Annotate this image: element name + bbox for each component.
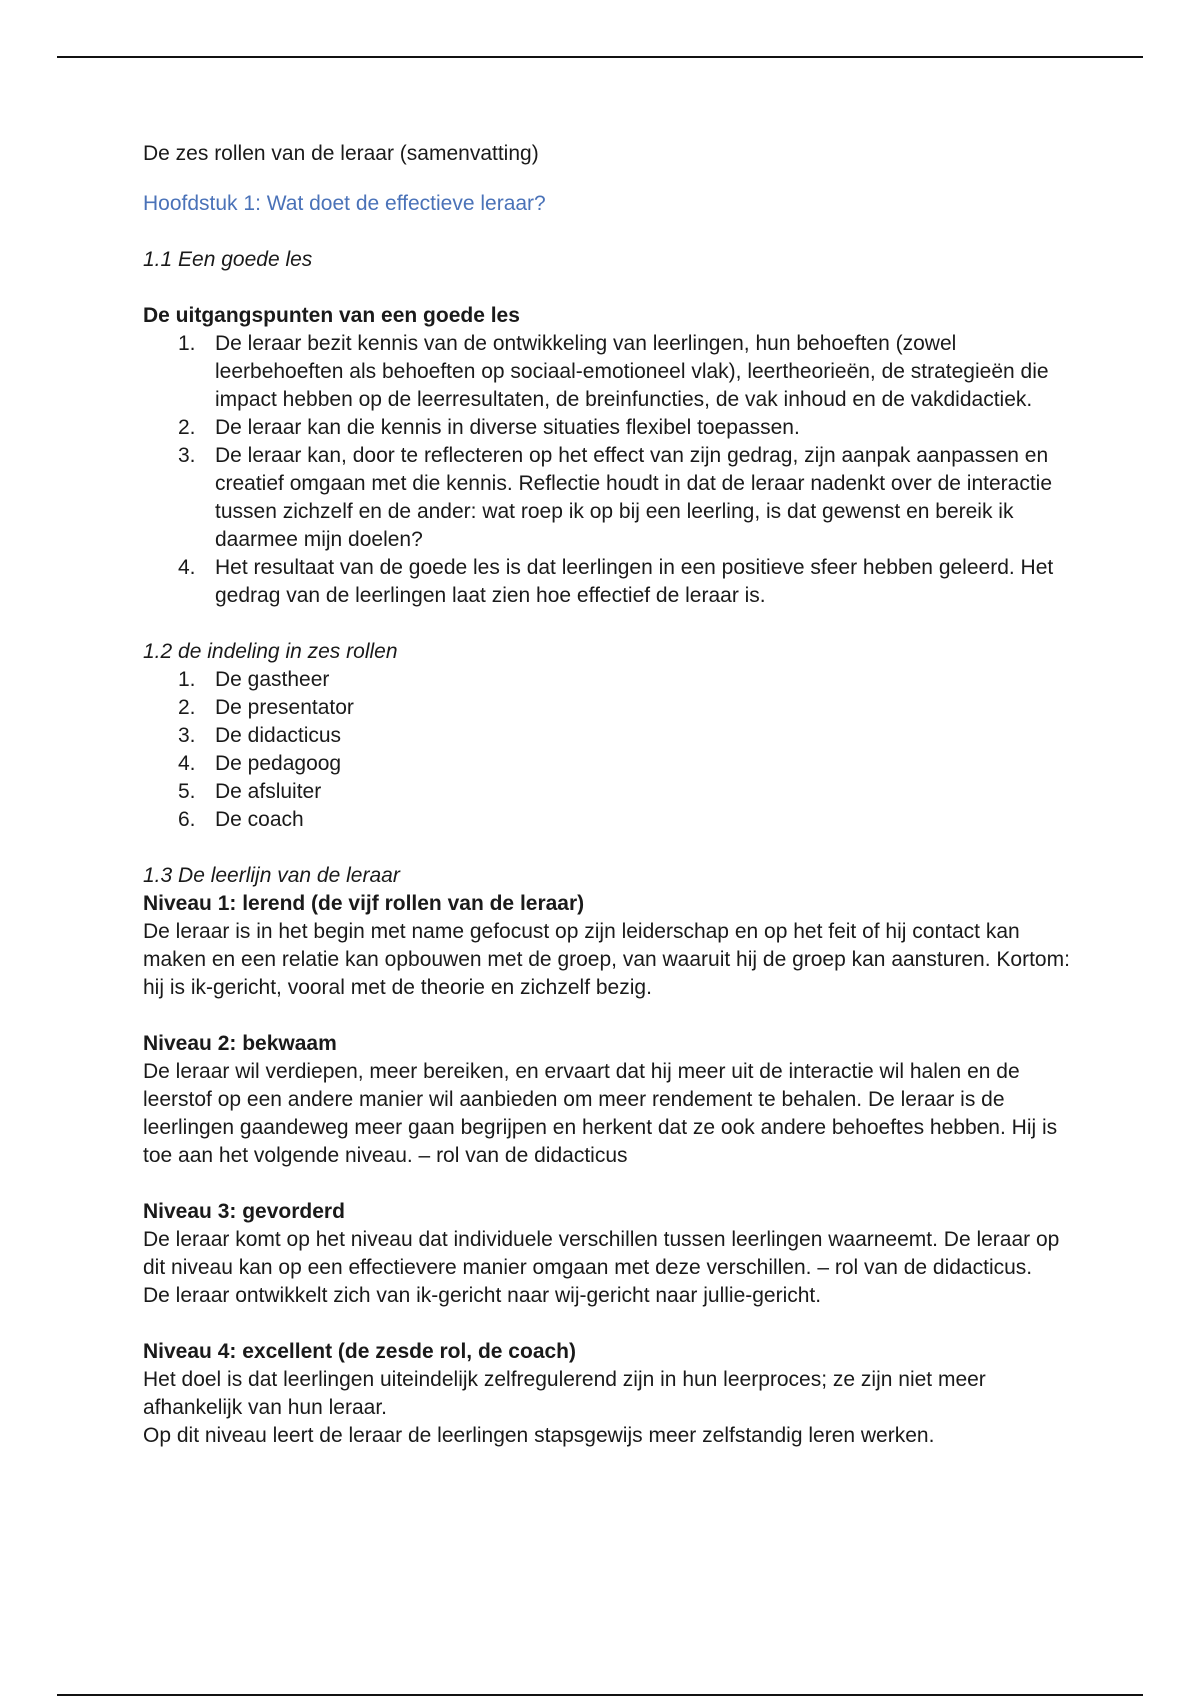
list-item-text: De pedagoog [215,752,342,775]
section-heading-1-2: 1.2 de indeling in zes rollen [143,640,398,663]
list-number: 2. [178,696,196,719]
level-3-title: Niveau 3: gevorderd [143,1200,345,1223]
level-4-title: Niveau 4: excellent (de zesde rol, de coach) [143,1340,576,1363]
list-item-text: De didacticus [215,724,342,747]
section-heading-1-1: 1.1 Een goede les [143,248,313,271]
roles-list [143,666,1073,834]
list-item-text: De leraar kan, door te reflecteren op het effect van zijn gedrag, zijn aanpak aanpassen en creatief omgaan met die kennis. Reflectie houdt in dat de leraar nadenkt over de interactie tussen zichzelf en de ander: wat roep ik op bij een leerling, is dat gewenst en bereik ik daarmee mijn doelen? [215,444,1052,551]
level-3-paragraph: De leraar komt op het niveau dat individuele verschillen tussen leerlingen waarneemt. De leraar op dit niveau kan op een effectievere manier omgaan met deze verschillen. – rol van de didacticus. [143,1228,1060,1279]
header-rule [57,56,1143,58]
list-item-text: De presentator [215,696,354,719]
list-item [178,414,1073,442]
list-item [178,554,1073,610]
list-item [178,778,1073,806]
level-2-title: Niveau 2: bekwaam [143,1032,337,1055]
list-number: 2. [178,416,196,439]
list-item-text: De leraar bezit kennis van de ontwikkeling van leerlingen, hun behoeften (zowel leerbehoeften als behoeften op sociaal-emotioneel vlak), leertheorieën, de strategieën die impact hebben op de leerresultaten, de breinfuncties, de vak inhoud en de vakdidactiek. [215,332,1049,411]
subheading-uitgangspunten: De uitgangspunten van een goede les [143,304,520,327]
level-1-title: Niveau 1: lerend (de vijf rollen van de leraar) [143,892,585,915]
level-1-paragraph: De leraar is in het begin met name gefocust op zijn leiderschap en op het feit of hij contact kan maken en een relatie kan opbouwen met de groep, van waaruit hij de groep kan aansturen. Kortom: hij is ik-gericht, vooral met de theorie en zichzelf bezig. [143,920,1070,999]
level-2-paragraph: De leraar wil verdiepen, meer bereiken, en ervaart dat hij meer uit de interactie wil halen en de leerstof op een andere manier wil aanbieden om meer rendement te behalen. De leraar is de leerlingen gaandeweg meer gaan begrijpen en herkent dat ze ook andere behoeftes hebben. Hij is toe aan het volgende niveau. – rol van de didacticus [143,1060,1058,1167]
uitgangspunten-list [143,330,1073,610]
list-number: 6. [178,808,196,831]
list-item [178,442,1073,554]
list-item-text: De afsluiter [215,780,322,803]
list-item-text: De leraar kan die kennis in diverse situaties flexibel toepassen. [215,416,800,439]
list-number: 4. [178,752,196,775]
list-number: 3. [178,444,196,467]
list-item-text: De gastheer [215,668,330,691]
level-3-paragraph: De leraar ontwikkelt zich van ik-gericht naar wij-gericht naar jullie-gericht. [143,1284,822,1307]
list-number: 3. [178,724,196,747]
list-number: 1. [178,332,196,355]
list-item [178,722,1073,750]
list-item [178,666,1073,694]
list-item-text: De coach [215,808,304,831]
document-title: De zes rollen van de leraar (samenvatting) [143,142,539,165]
list-number: 1. [178,668,196,691]
level-4-paragraph: Het doel is dat leerlingen uiteindelijk zelfregulerend zijn in hun leerproces; ze zijn niet meer afhankelijk van hun leraar. [143,1368,986,1419]
list-item [178,330,1073,414]
document-page [143,140,1073,1450]
section-heading-1-3: 1.3 De leerlijn van de leraar [143,864,400,887]
list-item [178,694,1073,722]
list-item [178,750,1073,778]
level-4-paragraph: Op dit niveau leert de leraar de leerlingen stapsgewijs meer zelfstandig leren werken. [143,1424,935,1447]
footer-rule [57,1694,1143,1696]
list-item-text: Het resultaat van de goede les is dat leerlingen in een positieve sfeer hebben geleerd. Het gedrag van de leerlingen laat zien hoe effectief de leraar is. [215,556,1054,607]
list-number: 4. [178,556,196,579]
list-number: 5. [178,780,196,803]
chapter-heading: Hoofdstuk 1: Wat doet de effectieve leraar? [143,192,546,215]
list-item [178,806,1073,834]
